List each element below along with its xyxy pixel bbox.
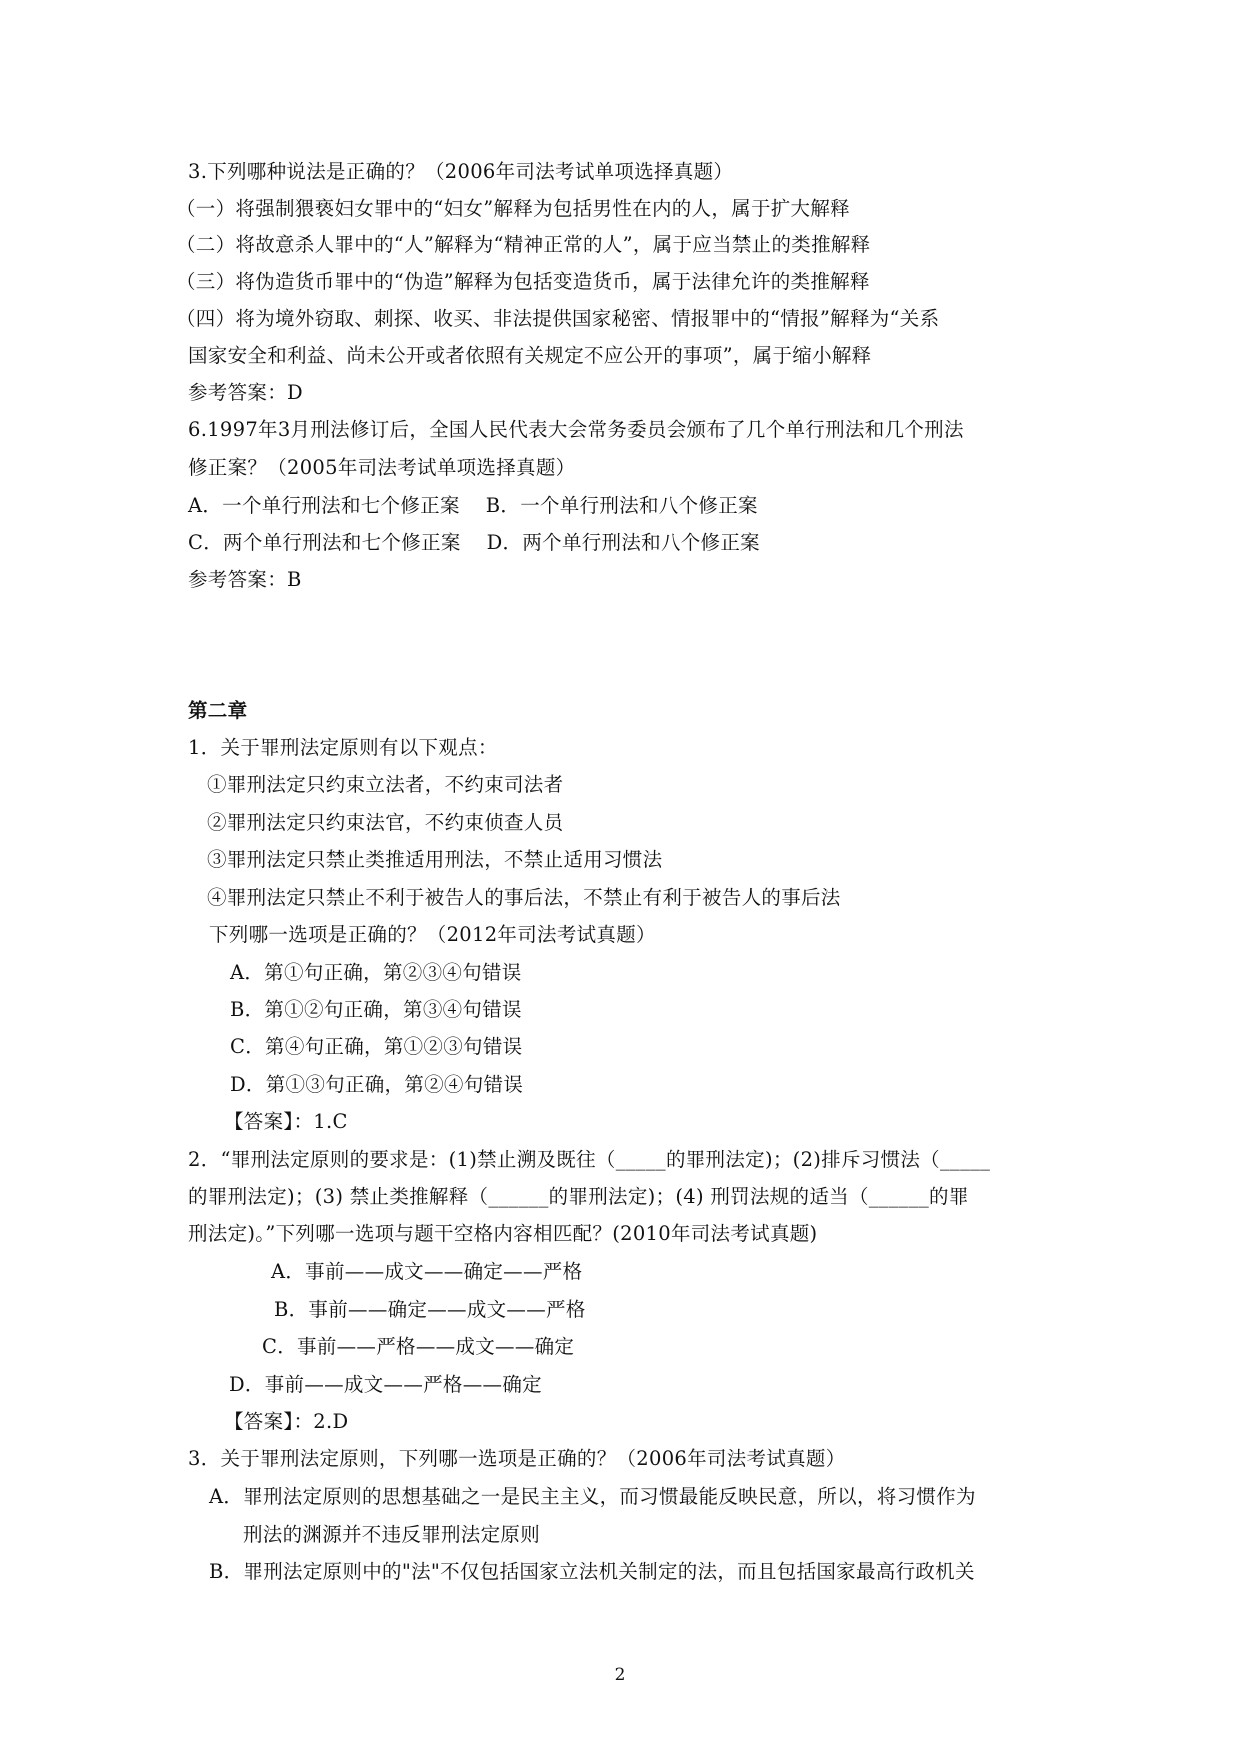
ch2-question-1-stem: 1．关于罪刑法定原则有以下观点： bbox=[188, 736, 498, 759]
question-3-answer: 参考答案：D bbox=[188, 381, 303, 404]
ch2-question-2-option-b: B．事前——确定——成文——严格 bbox=[274, 1298, 586, 1321]
ch2-question-1-point-4: ④罪刑法定只禁止不利于被告人的事后法，不禁止有利于被告人的事后法 bbox=[207, 886, 841, 909]
ch2-question-1-option-d: D．第①③句正确，第②④句错误 bbox=[230, 1073, 524, 1096]
question-6-stem-line-1: 6.1997年3月刑法修订后，全国人民代表大会常务委员会颁布了几个单行刑法和几个刑法 bbox=[188, 418, 964, 441]
ch2-question-2-answer: 【答案】：2.D bbox=[224, 1410, 349, 1433]
ch2-question-1-option-a: A．第①句正确，第②③④句错误 bbox=[230, 961, 522, 984]
question-6-options-line-2: C．两个单行刑法和七个修正案 D．两个单行刑法和八个修正案 bbox=[188, 531, 760, 554]
question-3-option-4: （四）将为境外窃取、刺探、收买、非法提供国家秘密、情报罪中的“情报”解释为“关系 bbox=[176, 307, 940, 330]
ch2-question-3-option-a-line-2: 刑法的渊源并不违反罪刑法定原则 bbox=[243, 1523, 541, 1546]
ch2-question-1-option-c: C．第④句正确，第①②③句错误 bbox=[230, 1035, 523, 1058]
ch2-question-1-answer: 【答案】：1.C bbox=[224, 1110, 348, 1133]
ch2-question-2-stem-line-1: 2．“罪刑法定原则的要求是：(1)禁止溯及既往（_____的罪刑法定)；(2)排斥习惯法（_____ bbox=[188, 1148, 991, 1171]
ch2-question-2-option-c: C．事前——严格——成文——确定 bbox=[262, 1335, 575, 1358]
question-3-option-2: （二）将故意杀人罪中的“人”解释为“精神正常的人”，属于应当禁止的类推解释 bbox=[176, 233, 871, 256]
question-6-answer: 参考答案：B bbox=[188, 568, 302, 591]
ch2-question-2-stem-line-3: 刑法定)。”下列哪一选项与题干空格内容相匹配？(2010年司法考试真题) bbox=[188, 1222, 818, 1245]
chapter-title: 第二章 bbox=[188, 699, 248, 722]
question-3-stem: 3.下列哪种说法是正确的？（2006年司法考试单项选择真题） bbox=[188, 160, 734, 183]
question-6-stem-line-2: 修正案？（2005年司法考试单项选择真题） bbox=[188, 456, 576, 479]
ch2-question-1-point-3: ③罪刑法定只禁止类推适用刑法，不禁止适用习惯法 bbox=[207, 848, 663, 871]
ch2-question-1-point-1: ①罪刑法定只约束立法者，不约束司法者 bbox=[207, 773, 564, 796]
ch2-question-2-option-a: A．事前——成文——确定——严格 bbox=[271, 1260, 583, 1283]
question-6-options-line-1: A．一个单行刑法和七个修正案 B．一个单行刑法和八个修正案 bbox=[188, 494, 758, 517]
ch2-question-1-point-2: ②罪刑法定只约束法官，不约束侦查人员 bbox=[207, 811, 564, 834]
ch2-question-3-option-a-line-1: A．罪刑法定原则的思想基础之一是民主主义，而习惯最能反映民意，所以，将习惯作为 bbox=[209, 1485, 976, 1508]
ch2-question-1-question: 下列哪一选项是正确的？（2012年司法考试真题） bbox=[209, 923, 656, 946]
question-3-option-4-continued: 国家安全和利益、尚未公开或者依照有关规定不应公开的事项”，属于缩小解释 bbox=[188, 344, 872, 367]
page-number: 2 bbox=[614, 1665, 626, 1685]
question-3-option-1: （一）将强制猥亵妇女罪中的“妇女”解释为包括男性在内的人，属于扩大解释 bbox=[176, 197, 850, 220]
question-3-option-3: （三）将伪造货币罪中的“伪造”解释为包括变造货币，属于法律允许的类推解释 bbox=[176, 270, 870, 293]
ch2-question-3-stem: 3．关于罪刑法定原则，下列哪一选项是正确的？（2006年司法考试真题） bbox=[188, 1447, 846, 1470]
ch2-question-2-option-d: D．事前——成文——严格——确定 bbox=[229, 1373, 542, 1396]
ch2-question-2-stem-line-2: 的罪刑法定)；(3) 禁止类推解释（______的罪刑法定)；(4) 刑罚法规的适当（______的罪 bbox=[188, 1185, 969, 1208]
ch2-question-3-option-b-line-1: B．罪刑法定原则中的"法"不仅包括国家立法机关制定的法，而且包括国家最高行政机关 bbox=[209, 1560, 975, 1583]
ch2-question-1-option-b: B．第①②句正确，第③④句错误 bbox=[230, 998, 522, 1021]
